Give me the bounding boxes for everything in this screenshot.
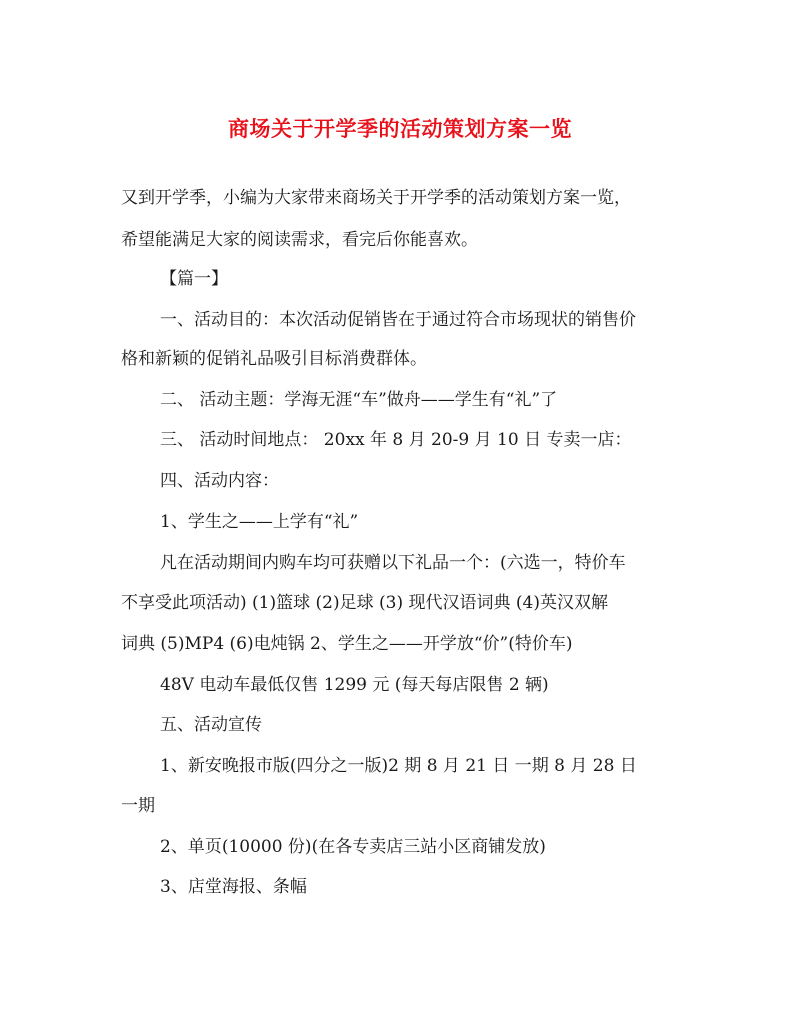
paragraph-line: 1、新安晚报市版(四分之一版)2 期 8 月 21 日 一期 8 月 28 日	[160, 756, 637, 776]
paragraph-line: 凡在活动期间内购车均可获赠以下礼品一个：(六选一，特价车	[160, 553, 626, 573]
paragraph-line: 48V 电动车最低仅售 1299 元 (每天每店限售 2 辆)	[160, 675, 549, 695]
section-heading: 【篇一】	[160, 269, 228, 289]
paragraph-line: 五、活动宣传	[160, 715, 262, 735]
paragraph-line: 一、活动目的：本次活动促销皆在于通过符合市场现状的销售价	[160, 310, 636, 330]
paragraph-line: 2、单页(10000 份)(在各专卖店三站小区商铺发放)	[160, 837, 546, 857]
paragraph-line: 不享受此项活动) (1)篮球 (2)足球 (3) 现代汉语词典 (4)英汉双解	[121, 593, 608, 613]
paragraph-line: 3、店堂海报、条幅	[160, 877, 307, 897]
paragraph-line: 格和新颖的促销礼品吸引目标消费群体。	[121, 349, 427, 369]
intro-line-1: 又到开学季，小编为大家带来商场关于开学季的活动策划方案一览，	[121, 188, 631, 208]
paragraph-line: 一期	[121, 796, 155, 816]
paragraph-line: 二、 活动主题：学海无涯“车”做舟——学生有“礼”了	[160, 390, 558, 410]
intro-line-2: 希望能满足大家的阅读需求，看完后你能喜欢。	[121, 230, 478, 250]
page-title: 商场关于开学季的活动策划方案一览	[228, 116, 572, 141]
paragraph-line: 四、活动内容：	[160, 471, 279, 491]
paragraph-line: 1、学生之——上学有“礼”	[160, 512, 359, 532]
paragraph-line: 词典 (5)MP4 (6)电炖锅 2、学生之——开学放“价”(特价车)	[121, 634, 573, 654]
paragraph-line: 三、 活动时间地点： 20xx 年 8 月 20-9 月 10 日 专卖一店：	[160, 430, 632, 450]
